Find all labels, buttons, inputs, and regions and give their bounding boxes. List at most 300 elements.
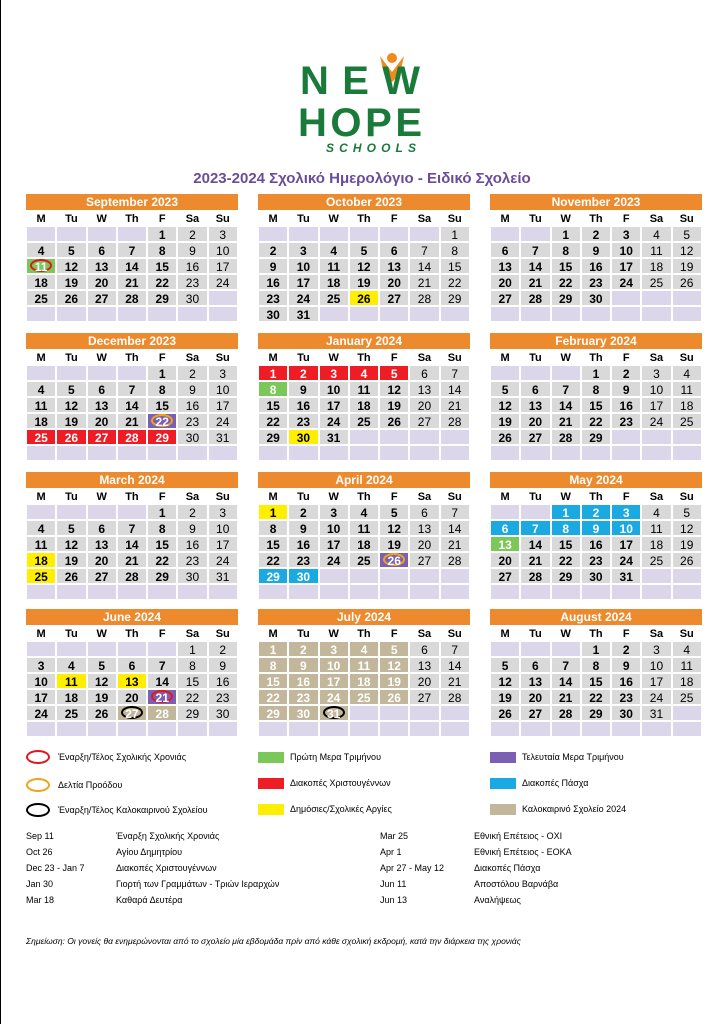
day-cell — [551, 226, 581, 242]
day-cell — [409, 242, 439, 258]
day-cell — [490, 689, 520, 705]
day-number: 30 — [296, 707, 311, 721]
day-cell — [440, 552, 470, 568]
day-number: 16 — [619, 675, 633, 689]
day-cell — [551, 290, 581, 306]
day-number: 9 — [622, 659, 630, 673]
empty-day-cell — [117, 445, 147, 461]
day-number: 9 — [269, 260, 277, 274]
day-cell — [319, 689, 349, 705]
weekday-header: M — [490, 210, 520, 226]
day-number: 16 — [216, 675, 230, 689]
day-cell — [551, 258, 581, 274]
day-number: 6 — [501, 244, 509, 258]
day-cell — [319, 397, 349, 413]
day-cell — [641, 689, 671, 705]
day-cell — [56, 274, 86, 290]
day-number: 28 — [125, 292, 139, 306]
day-number: 2 — [592, 228, 600, 242]
empty-day-cell — [520, 365, 550, 381]
day-number: 1 — [158, 228, 166, 242]
day-number: 17 — [34, 691, 48, 705]
holiday-name: Καθαρά Δευτέρα — [116, 895, 183, 905]
day-number: 6 — [98, 244, 105, 258]
empty-day-cell — [672, 705, 702, 721]
weekday-header: Th — [117, 349, 147, 365]
day-number: 11 — [357, 659, 371, 673]
day-cell — [440, 413, 470, 429]
holiday-date: Jun 13 — [380, 895, 408, 905]
weekday-header: Tu — [288, 488, 318, 504]
weekday-header: W — [319, 349, 349, 365]
day-cell — [409, 536, 439, 552]
day-cell — [520, 568, 550, 584]
empty-day-cell — [641, 290, 671, 306]
day-number: 13 — [498, 538, 512, 552]
day-cell — [147, 705, 177, 721]
day-number: 18 — [649, 260, 664, 274]
day-cell — [288, 397, 318, 413]
day-cell — [56, 705, 86, 721]
month-august-2024 — [490, 609, 702, 737]
day-cell — [319, 290, 349, 306]
day-cell — [177, 381, 207, 397]
day-cell — [672, 673, 702, 689]
day-number: 10 — [34, 675, 48, 689]
empty-day-cell — [147, 445, 177, 461]
day-cell — [147, 504, 177, 520]
month-grid — [26, 625, 238, 737]
weekday-header: Tu — [288, 625, 318, 641]
weekday-header: W — [87, 625, 117, 641]
empty-day-cell — [258, 721, 288, 737]
day-number: 4 — [360, 643, 368, 657]
day-number: 28 — [558, 431, 573, 445]
empty-day-cell — [87, 226, 117, 242]
day-number: 31 — [649, 707, 664, 721]
day-cell — [177, 397, 207, 413]
day-cell — [177, 689, 207, 705]
day-cell — [641, 536, 671, 552]
month-january-2024 — [258, 333, 470, 461]
day-number: 9 — [189, 522, 196, 536]
day-cell — [258, 290, 288, 306]
day-number: 16 — [589, 538, 603, 552]
weekday-header: W — [319, 488, 349, 504]
day-number: 11 — [650, 244, 663, 258]
day-cell — [258, 552, 288, 568]
day-number: 9 — [622, 383, 630, 397]
empty-day-cell — [672, 584, 702, 600]
legend-label: Πρώτη Μερα Τριμήνου — [290, 752, 381, 762]
empty-day-cell — [611, 445, 641, 461]
day-cell — [349, 365, 379, 381]
day-cell — [641, 705, 671, 721]
day-cell — [87, 290, 117, 306]
day-cell — [581, 641, 611, 657]
day-cell — [56, 429, 86, 445]
day-number: 25 — [357, 554, 371, 568]
empty-day-cell — [379, 306, 409, 322]
day-number: 12 — [94, 675, 109, 689]
day-cell — [490, 397, 520, 413]
day-cell — [520, 657, 550, 673]
day-number: 21 — [125, 276, 139, 290]
day-number: 29 — [558, 292, 573, 306]
day-cell — [208, 520, 238, 536]
day-number: 15 — [155, 260, 169, 274]
day-cell — [490, 552, 520, 568]
day-cell — [440, 274, 470, 290]
day-cell — [208, 673, 238, 689]
day-cell — [56, 290, 86, 306]
day-cell — [26, 381, 56, 397]
day-number: 8 — [592, 659, 600, 673]
day-number: 26 — [387, 415, 401, 429]
day-cell — [208, 689, 238, 705]
day-cell — [208, 568, 238, 584]
empty-day-cell — [490, 445, 520, 461]
day-cell — [117, 536, 147, 552]
month-february-2024 — [490, 333, 702, 461]
day-number: 26 — [680, 276, 694, 290]
day-cell — [319, 381, 349, 397]
day-number: 12 — [387, 522, 401, 536]
day-number: 23 — [266, 292, 280, 306]
day-number: 1 — [269, 643, 277, 657]
empty-day-cell — [490, 365, 520, 381]
day-number: 30 — [266, 308, 280, 322]
weekday-header: Sa — [177, 210, 207, 226]
day-cell — [208, 705, 238, 721]
day-cell — [379, 657, 409, 673]
day-number: 21 — [448, 399, 462, 413]
day-cell — [490, 413, 520, 429]
day-cell — [611, 226, 641, 242]
day-number: 19 — [387, 538, 401, 552]
day-number: 12 — [498, 399, 512, 413]
day-cell — [208, 429, 238, 445]
day-number: 23 — [619, 415, 633, 429]
day-number: 3 — [219, 228, 227, 242]
day-number: 23 — [589, 554, 603, 568]
day-number: 23 — [296, 415, 311, 429]
empty-day-cell — [56, 584, 86, 600]
empty-day-cell — [208, 290, 238, 306]
day-cell — [672, 242, 702, 258]
day-number: 3 — [622, 506, 630, 520]
empty-day-cell — [672, 721, 702, 737]
day-cell — [26, 429, 56, 445]
day-number: 18 — [649, 538, 664, 552]
empty-day-cell — [520, 721, 550, 737]
day-cell — [319, 641, 349, 657]
empty-day-cell — [177, 584, 207, 600]
legend-label: Δελτία Προόδου — [58, 780, 123, 790]
day-number: 15 — [155, 399, 169, 413]
day-cell — [641, 641, 671, 657]
day-cell — [117, 413, 147, 429]
day-number: 8 — [158, 244, 166, 258]
day-cell — [87, 520, 117, 536]
day-number: 20 — [528, 415, 543, 429]
day-number: 5 — [68, 244, 75, 258]
day-number: 22 — [558, 276, 573, 290]
day-number: 18 — [34, 554, 48, 568]
day-number: 28 — [558, 707, 573, 721]
weekday-header: M — [26, 349, 56, 365]
day-cell — [440, 641, 470, 657]
day-cell — [581, 242, 611, 258]
day-number: 21 — [125, 415, 139, 429]
day-number: 12 — [498, 675, 512, 689]
day-cell — [581, 290, 611, 306]
day-cell — [551, 274, 581, 290]
empty-day-cell — [440, 721, 470, 737]
day-number: 10 — [619, 522, 633, 536]
holiday-name: Γιορτή των Γραμμάτων - Τριών Ιεραρχών — [116, 879, 280, 889]
day-number: 20 — [498, 276, 512, 290]
day-number: 24 — [326, 691, 341, 705]
weekday-header: Tu — [56, 625, 86, 641]
empty-day-cell — [117, 226, 147, 242]
weekday-header: W — [87, 488, 117, 504]
day-cell — [208, 397, 238, 413]
day-cell — [147, 536, 177, 552]
day-cell — [672, 258, 702, 274]
day-number: 10 — [216, 522, 230, 536]
day-number: 7 — [532, 244, 539, 258]
empty-day-cell — [581, 445, 611, 461]
day-number: 22 — [266, 554, 280, 568]
day-cell — [56, 536, 86, 552]
day-number: 21 — [125, 554, 139, 568]
day-cell — [288, 641, 318, 657]
day-number: 1 — [562, 506, 569, 520]
empty-day-cell — [258, 584, 288, 600]
day-number: 13 — [528, 675, 543, 689]
day-number: 6 — [98, 522, 105, 536]
day-number: 24 — [649, 415, 664, 429]
day-cell — [409, 397, 439, 413]
day-cell — [490, 568, 520, 584]
holiday-date: Dec 23 - Jan 7 — [26, 863, 85, 873]
empty-day-cell — [56, 504, 86, 520]
empty-day-cell — [349, 721, 379, 737]
day-number: 16 — [296, 675, 311, 689]
weekday-header: M — [26, 210, 56, 226]
day-number: 15 — [558, 538, 573, 552]
empty-day-cell — [409, 721, 439, 737]
day-cell — [177, 705, 207, 721]
day-number: 28 — [448, 415, 462, 429]
day-cell — [672, 657, 702, 673]
day-cell — [349, 381, 379, 397]
day-cell — [409, 641, 439, 657]
day-cell — [520, 274, 550, 290]
empty-day-cell — [551, 721, 581, 737]
day-cell — [611, 705, 641, 721]
empty-day-cell — [208, 584, 238, 600]
weekday-header: F — [611, 488, 641, 504]
day-number: 11 — [680, 659, 693, 673]
day-number: 24 — [216, 276, 230, 290]
day-number: 20 — [387, 276, 401, 290]
weekday-header: Sa — [641, 625, 671, 641]
day-cell — [672, 397, 702, 413]
legend-label: Διακοπές Χριστουγέννων — [290, 778, 391, 788]
day-number: 16 — [185, 399, 200, 413]
day-number: 6 — [98, 383, 105, 397]
empty-day-cell — [611, 306, 641, 322]
empty-day-cell — [520, 226, 550, 242]
day-cell — [56, 689, 86, 705]
day-cell — [581, 274, 611, 290]
day-number: 3 — [330, 367, 337, 381]
day-number: 30 — [216, 707, 230, 721]
empty-day-cell — [87, 584, 117, 600]
day-number: 4 — [37, 522, 45, 536]
empty-day-cell — [379, 721, 409, 737]
day-number: 28 — [155, 707, 169, 721]
day-number: 7 — [451, 643, 459, 657]
day-number: 25 — [64, 707, 79, 721]
day-number: 12 — [680, 244, 694, 258]
empty-day-cell — [520, 504, 550, 520]
day-cell — [349, 641, 379, 657]
day-cell — [611, 641, 641, 657]
day-cell — [581, 429, 611, 445]
day-cell — [258, 413, 288, 429]
day-number: 16 — [296, 538, 311, 552]
day-cell — [258, 397, 288, 413]
day-number: 14 — [125, 399, 139, 413]
day-number: 30 — [296, 431, 311, 445]
empty-day-cell — [319, 721, 349, 737]
empty-day-cell — [87, 365, 117, 381]
day-number: 5 — [68, 522, 75, 536]
weekday-header: Sa — [177, 488, 207, 504]
day-cell — [117, 258, 147, 274]
empty-day-cell — [208, 445, 238, 461]
month-header: February 2024 — [490, 333, 702, 349]
day-cell — [177, 413, 207, 429]
day-cell — [117, 552, 147, 568]
weekday-header: W — [319, 625, 349, 641]
empty-day-cell — [349, 584, 379, 600]
day-cell — [208, 657, 238, 673]
day-cell — [641, 381, 671, 397]
month-header: October 2023 — [258, 194, 470, 210]
day-cell — [177, 242, 207, 258]
day-number: 10 — [326, 383, 341, 397]
empty-day-cell — [409, 584, 439, 600]
day-cell — [147, 242, 177, 258]
day-cell — [349, 520, 379, 536]
day-number: 7 — [562, 383, 569, 397]
weekday-header: Th — [349, 488, 379, 504]
day-number: 17 — [619, 260, 633, 274]
day-number: 8 — [562, 244, 569, 258]
month-march-2024 — [26, 472, 238, 600]
day-cell — [581, 365, 611, 381]
logo-word-new: NEW — [300, 59, 420, 103]
day-number: 10 — [216, 383, 230, 397]
day-cell — [288, 290, 318, 306]
day-cell — [349, 413, 379, 429]
empty-day-cell — [440, 445, 470, 461]
day-number: 17 — [649, 675, 664, 689]
day-number: 1 — [562, 228, 569, 242]
day-cell — [490, 673, 520, 689]
day-number: 8 — [451, 244, 459, 258]
empty-day-cell — [117, 504, 147, 520]
day-number: 31 — [216, 570, 230, 584]
day-number: 26 — [64, 292, 79, 306]
weekday-header: F — [611, 625, 641, 641]
day-number: 11 — [65, 675, 78, 689]
empty-day-cell — [409, 445, 439, 461]
day-cell — [440, 226, 470, 242]
empty-day-cell — [177, 306, 207, 322]
weekday-header: Th — [581, 349, 611, 365]
holiday-name: Αποστόλου Βαρνάβα — [474, 879, 559, 889]
day-cell — [26, 673, 56, 689]
day-cell — [379, 274, 409, 290]
empty-day-cell — [56, 641, 86, 657]
day-cell — [581, 705, 611, 721]
day-number: 3 — [330, 643, 337, 657]
day-cell — [672, 381, 702, 397]
day-cell — [258, 520, 288, 536]
month-header: September 2023 — [26, 194, 238, 210]
weekday-header: F — [147, 625, 177, 641]
orange-ring-icon — [26, 778, 50, 792]
green-swatch — [258, 752, 284, 763]
weekday-header: Sa — [177, 625, 207, 641]
day-cell — [258, 657, 288, 673]
weekday-header: Th — [581, 488, 611, 504]
empty-day-cell — [208, 306, 238, 322]
day-cell — [551, 657, 581, 673]
day-cell — [56, 397, 86, 413]
day-number: 11 — [34, 260, 48, 274]
empty-day-cell — [26, 365, 56, 381]
weekday-header: W — [551, 488, 581, 504]
day-number: 19 — [64, 415, 79, 429]
empty-day-cell — [551, 306, 581, 322]
day-cell — [258, 242, 288, 258]
day-number: 6 — [421, 506, 428, 520]
day-cell — [288, 306, 318, 322]
day-number: 13 — [417, 383, 432, 397]
day-number: 19 — [680, 538, 694, 552]
empty-day-cell — [56, 445, 86, 461]
day-number: 18 — [357, 399, 371, 413]
empty-day-cell — [56, 226, 86, 242]
day-number: 17 — [216, 260, 230, 274]
day-number: 27 — [528, 707, 543, 721]
day-number: 25 — [357, 691, 371, 705]
day-cell — [490, 274, 520, 290]
day-cell — [147, 290, 177, 306]
day-cell — [551, 568, 581, 584]
legend-label: Διακοπές Πάσχα — [522, 778, 589, 788]
weekday-header: M — [26, 488, 56, 504]
empty-day-cell — [56, 721, 86, 737]
day-number: 13 — [387, 260, 401, 274]
day-number: 15 — [266, 538, 280, 552]
